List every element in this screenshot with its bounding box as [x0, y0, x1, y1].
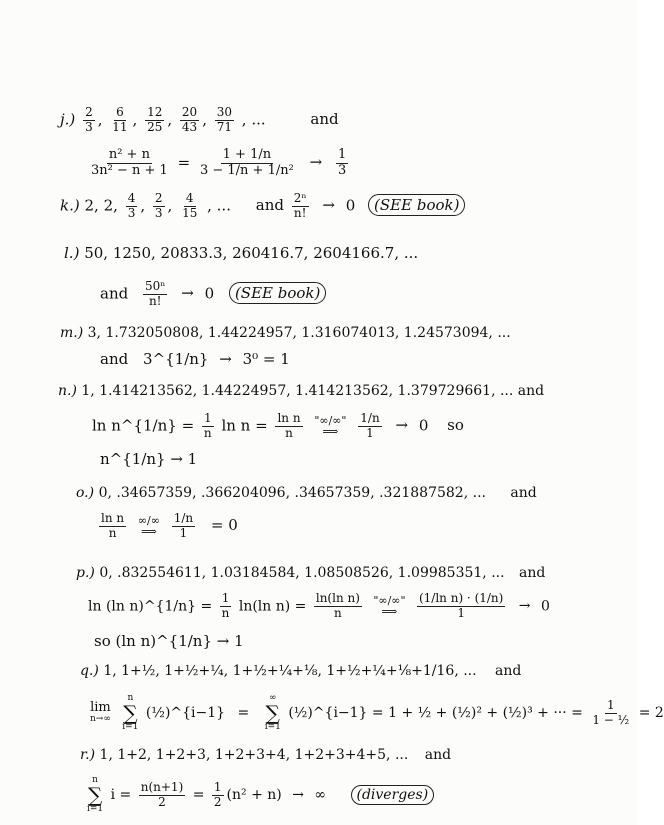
arrow: → [292, 787, 304, 803]
fraction: $\frac{1}{2}$ [213, 779, 222, 809]
summand: i = [110, 787, 132, 803]
and-text: and [100, 284, 129, 303]
so-text: so [447, 416, 464, 435]
arrow: → [181, 284, 194, 303]
fraction: $\frac{1/n}{1}$ [173, 511, 194, 540]
sequence-text: 50, 1250, 20833.3, 260416.7, 2604166.7, ... [84, 244, 419, 262]
and-text: and [510, 485, 537, 501]
fraction: $\frac{\text{(1/ln n) · (1/n)}}{1}$ [418, 591, 504, 620]
expression: ln(ln n) = [238, 598, 307, 615]
fraction: $\frac{1}{n}$ [221, 591, 230, 620]
note-see-book: (SEE book) [229, 282, 326, 304]
item-l-sequence [64, 246, 418, 261]
item-j-sequence: j.) $\frac{2}{3}$ , $\frac{6}{11}$ , $\frac{12}{25}$ , $\frac{20}{43}$ , $\frac{30}{71}$ , ... and [60, 105, 339, 134]
fraction: $\frac{1}{n}$ [203, 411, 212, 440]
lhopital-arrow: "∞/∞" ⟹ [314, 414, 347, 439]
fraction: $\frac{\text{2ⁿ}}{n!}$ [293, 191, 307, 220]
note-diverges: (diverges) [351, 785, 435, 805]
item-label: l.) [64, 244, 80, 262]
item-p-derivation [88, 592, 550, 621]
item-label: n.) [58, 383, 77, 399]
fraction: $\frac{12}{25}$ [147, 105, 163, 134]
fraction: $\frac{\text{ln n}}{n}$ [277, 411, 301, 440]
lhopital-arrow: ∞/∞ ⟹ [137, 514, 160, 539]
item-label: p.) [76, 565, 95, 581]
arrow: → [518, 598, 531, 615]
fraction: $\frac{\text{50ⁿ}}{n!}$ [145, 279, 166, 308]
sequence-text: 1, 1+½, 1+½+¼, 1+½+¼+⅛, 1+½+¼+⅛+1/16, ... [103, 663, 477, 679]
item-label: r.) [80, 747, 96, 763]
limit-value: 0 [345, 196, 356, 215]
sum-operator: n ∑ i=1 [87, 775, 104, 814]
sequence-text: 1, 1.414213562, 1.44224957, 1.414213562, 1.379729661, ... and [81, 383, 545, 399]
equals-two: = 2 [638, 705, 664, 721]
lhopital-arrow: "∞/∞" ⟹ [373, 594, 406, 619]
expression: ln (ln n)^{1/n} = [88, 598, 213, 615]
ellipsis: , ... [241, 110, 266, 129]
item-k: k.) 2, 2, $\frac{4}{3}$ , $\frac{2}{3}$ , $\frac{4}{15}$ , ... and $\frac{\text{2ⁿ}}{n!}$ → 0 (SEE book) [60, 192, 465, 221]
summand: (½)^{i−1} [145, 705, 226, 721]
item-label: m.) [60, 325, 84, 341]
item-o-sequence [76, 486, 537, 500]
item-r-sequence [80, 748, 451, 762]
fraction: $\frac{20}{43}$ [181, 105, 198, 134]
fraction: $\frac{1 + 1/n}{\text{3 − 1/n + 1/n²}}$ [199, 147, 294, 178]
item-m-limit [100, 352, 290, 367]
sum-operator: n ∑ i=1 [122, 693, 139, 732]
limit-value: 0 [418, 416, 429, 435]
fraction: $\frac{\text{n² + n}}{\text{3n² − n + 1}}$ [91, 147, 168, 178]
item-j-limit [86, 148, 351, 179]
item-label: k.) [60, 196, 80, 215]
equals-zero: = 0 [210, 516, 238, 535]
summand: (½)^{i−1} [288, 705, 368, 721]
item-r-limit [84, 776, 434, 814]
item-n-derivation [92, 412, 464, 441]
fraction: $\frac{\text{ln n}}{n}$ [101, 511, 125, 540]
equals: = [177, 153, 191, 172]
sequence-text: 1, 1+2, 1+2+3, 1+2+3+4, 1+2+3+4+5, ... [99, 747, 409, 763]
sequence-text: 2, 2, [84, 196, 118, 215]
ellipsis: , ... [207, 196, 231, 215]
fraction: $\frac{2}{3}$ [154, 191, 163, 220]
and-text: and [255, 196, 284, 215]
and-text: and [100, 350, 129, 368]
and-text: and [519, 565, 546, 581]
expression: ln n^{1/n} = [92, 416, 195, 435]
fraction: $\frac{\text{ln(ln n)}}{n}$ [315, 591, 360, 620]
limit-value: 0 [540, 598, 550, 615]
expression: 3^{1/n} [143, 350, 209, 368]
limit-operator: lim n→∞ [90, 699, 111, 725]
fraction: $\frac{6}{11}$ [112, 105, 128, 134]
equals: = [237, 705, 250, 721]
sequence-text: 3, 1.732050808, 1.44224957, 1.316074013, 1.24573094, ... [87, 325, 511, 341]
arrow: → [395, 416, 409, 435]
fraction: $\frac{1/n}{1}$ [360, 411, 380, 440]
sum-operator: ∞ ∑ i=1 [264, 693, 281, 732]
result: so (ln n)^{1/n} → 1 [94, 632, 244, 650]
equals: = [192, 787, 205, 803]
expansion: = 1 + ½ + (½)² + (½)³ + ··· = [371, 705, 583, 721]
item-label: q.) [80, 663, 99, 679]
fraction: $\frac{2}{3}$ [85, 105, 93, 134]
fraction: $\frac{30}{71}$ [216, 105, 233, 134]
sequence-text: 0, .34657359, .366204096, .34657359, .321887582, ... [98, 485, 486, 501]
item-label: o.) [76, 485, 95, 501]
fraction: $\frac{n(n+1)}{2}$ [140, 779, 184, 809]
limit-value: ∞ [314, 787, 327, 803]
expression: (n² + n) [226, 787, 282, 803]
item-o-limit [96, 512, 238, 541]
item-m-sequence [60, 326, 511, 340]
result: n^{1/n} → 1 [100, 450, 198, 468]
fraction: $\frac{1}{3}$ [337, 147, 347, 178]
item-p-sequence [76, 566, 545, 580]
sequence-text: 0, .832554611, 1.03184584, 1.08508526, 1.09985351, ... [99, 565, 505, 581]
and-text: and [310, 110, 339, 129]
item-n-result [100, 452, 197, 467]
and-text: and [424, 747, 452, 763]
note-see-book: (SEE book) [368, 194, 465, 216]
arrow: → [219, 350, 232, 368]
result: 3⁰ = 1 [242, 350, 290, 368]
fraction: $\frac{4}{15}$ [182, 191, 198, 220]
item-l-limit [100, 280, 326, 309]
item-label: j.) [60, 110, 76, 129]
arrow: → [322, 196, 335, 215]
limit-value: 0 [204, 284, 215, 303]
item-n-sequence [58, 384, 544, 398]
item-p-result [94, 634, 244, 649]
and-text: and [495, 663, 522, 679]
item-q-limit [90, 694, 664, 732]
expression: ln n = [221, 416, 268, 435]
fraction: $\frac{1}{\text{1 − ½}}$ [592, 697, 630, 727]
item-q-sequence [80, 664, 521, 678]
fraction: $\frac{4}{3}$ [127, 191, 136, 220]
arrow: → [309, 153, 323, 172]
